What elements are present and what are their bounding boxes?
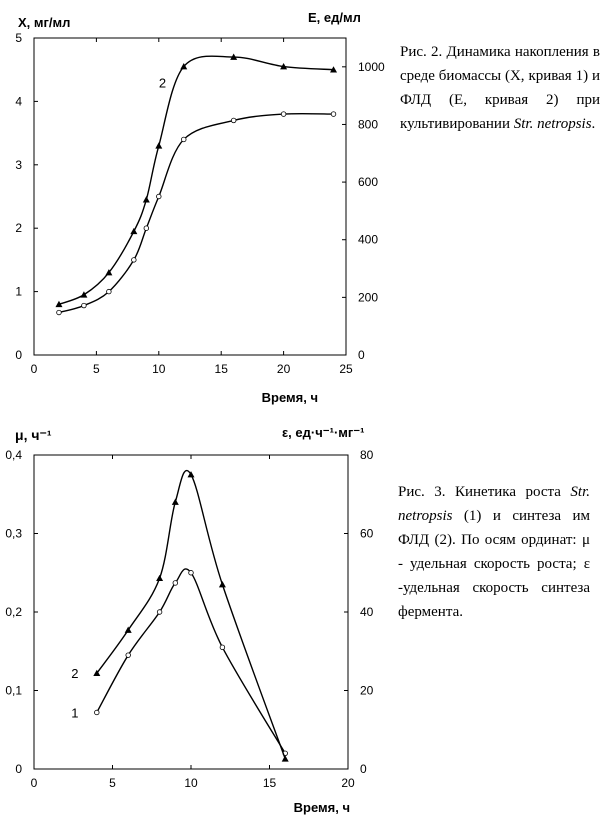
y2-tick-label: 80: [360, 448, 374, 462]
curve-label: 2: [71, 666, 79, 682]
y-tick-label: 0,3: [5, 526, 22, 541]
y-tick-label: 0,4: [5, 448, 22, 462]
y2-tick-label: 800: [358, 117, 379, 132]
x-tick-label: 25: [339, 362, 353, 376]
y-right-axis-label: Е, ед/мл: [308, 10, 361, 25]
y-tick-label: 0: [15, 348, 22, 362]
data-point-series-2: [130, 228, 137, 234]
data-point-series-1: [231, 118, 236, 123]
y-tick-label: 0,1: [5, 683, 22, 698]
data-point-series-1: [173, 581, 178, 586]
x-tick-label: 20: [276, 362, 291, 376]
y2-tick-label: 1000: [358, 59, 385, 74]
data-point-series-1: [157, 610, 162, 615]
data-point-series-2: [219, 581, 226, 587]
data-point-series-1: [220, 645, 225, 650]
x-tick-label: 0: [30, 362, 38, 376]
y-tick-label: 2: [15, 221, 22, 236]
y2-tick-label: 60: [360, 526, 374, 541]
x-tick-label: 20: [341, 776, 355, 790]
series-layer: [71, 471, 288, 762]
x-tick-label: 5: [109, 776, 116, 790]
figure-3-caption: [398, 480, 590, 624]
y2-tick-label: 600: [358, 175, 379, 190]
data-point-series-2: [156, 575, 163, 581]
figure-2-caption: [400, 40, 600, 136]
eps-label-text: ε, ед·ч⁻¹·мг⁻¹: [282, 425, 365, 440]
caption-text: Рис. 2. Динамика накопления в среде биомассы (X, кривая 1) и ФЛД (Е, кривая 2) при культивировании Str. netropsis.: [400, 44, 600, 132]
data-point-series-1: [82, 303, 87, 308]
data-point-series-1: [281, 112, 286, 117]
x-axis-label: Время, ч: [261, 390, 318, 405]
y2-tick-label: 200: [358, 290, 379, 305]
data-point-series-1: [57, 310, 62, 315]
plot-frame: [34, 455, 348, 769]
y-tick-label: 1: [15, 284, 22, 299]
data-point-series-1: [181, 137, 186, 142]
y2-tick-label: 20: [360, 683, 374, 698]
data-point-series-1: [95, 710, 100, 715]
x-tick-label: 0: [30, 776, 38, 790]
y2-tick-label: 0: [358, 348, 365, 362]
caption-text: Рис. 3. Кинетика роста Str. netropsis (1) и синтеза им ФЛД (2). По осям ординат: μ - удельная скорость роста; ε -удельная скорость синтеза фермента.: [398, 484, 590, 620]
species-name: Str. netropsis: [513, 116, 592, 132]
data-point-series-1: [126, 653, 131, 658]
data-point-series-1: [107, 289, 112, 294]
x-tick-label: 5: [93, 362, 100, 376]
series-line-1: [97, 569, 285, 753]
data-point-series-1: [144, 226, 149, 231]
series-layer: [55, 54, 337, 315]
series-line-2: [97, 471, 285, 759]
data-point-series-1: [157, 194, 162, 199]
series-line-2: [59, 56, 334, 304]
y2-tick-label: 40: [360, 605, 374, 619]
chart-biomass-fld: [15, 10, 385, 405]
y2-tick-label: 0: [360, 762, 367, 776]
y-left-axis-label: X, мг/мл: [18, 15, 71, 30]
y2-tick-label: 400: [358, 232, 379, 247]
chart-growth-kinetics: [5, 425, 373, 815]
axis-ticks: [5, 448, 373, 790]
y-right-axis-label: [282, 425, 365, 440]
data-point-series-2: [80, 291, 87, 297]
y-tick-label: 3: [15, 157, 22, 172]
y-tick-label: 4: [15, 94, 22, 109]
x-axis-label: Время, ч: [293, 800, 350, 815]
data-point-series-2: [143, 196, 150, 202]
x-tick-label: 15: [214, 362, 228, 376]
data-point-series-2: [172, 499, 179, 505]
curve-label: 1: [71, 705, 79, 721]
x-tick-label: 10: [184, 776, 198, 790]
curve-label: 2: [158, 75, 167, 91]
axis-ticks: [15, 31, 385, 376]
y-tick-label: 0: [15, 762, 22, 776]
mu-label-text: μ, ч⁻¹: [15, 427, 52, 443]
species-name: Str. netropsis: [398, 484, 590, 524]
x-tick-label: 15: [262, 776, 277, 790]
data-point-series-1: [331, 112, 336, 117]
data-point-series-2: [155, 142, 162, 148]
y-tick-label: 0,2: [5, 605, 22, 619]
data-point-series-1: [189, 570, 194, 575]
data-point-series-1: [132, 258, 137, 263]
y-tick-label: 5: [15, 31, 22, 45]
x-tick-label: 10: [152, 362, 166, 376]
data-point-series-2: [282, 755, 289, 761]
y-left-axis-label: [15, 427, 52, 443]
